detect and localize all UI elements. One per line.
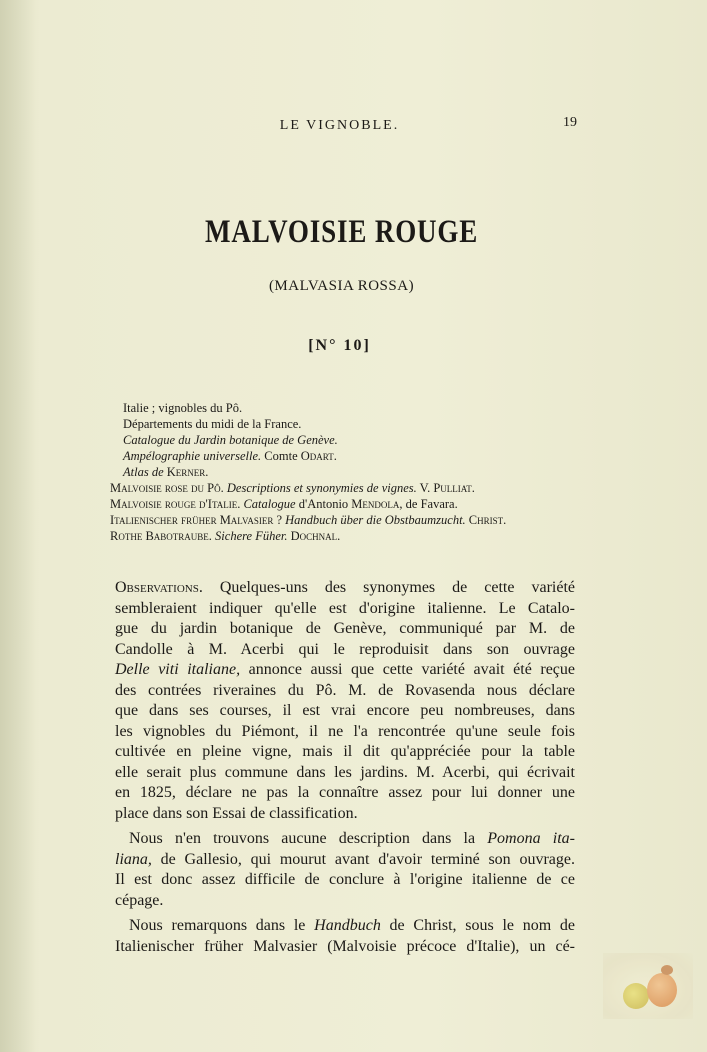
line-text: Quelques-uns des synonymes de cette variété [202, 579, 575, 596]
cited-work: liana, [115, 850, 152, 868]
synonym-author: Pulliat. [433, 481, 475, 495]
synonym-work: Descriptions et synonymies de vignes. [223, 481, 417, 495]
synonym-name: Malvoisie rose du Pô. [110, 481, 224, 495]
paragraph-line: Candolle à M. Acerbi qui le reproduisit dans son ouvrage [115, 640, 575, 658]
paragraph-line: sembleraient indiquer qu'elle est d'origine italienne. Le Catalo- [115, 599, 575, 617]
synonym-name: Rothe Babotraube. [110, 529, 212, 543]
paragraph-line: gue du jardin botanique de Genève, communiqué par M. de [115, 620, 575, 637]
synonym-line [123, 448, 337, 465]
synonym-author: Dochnal. [290, 529, 341, 543]
synonym-name: Malvoisie rouge d'Italie. [110, 497, 241, 511]
synonym-text: d'Antonio [295, 497, 352, 511]
observations-section [115, 578, 575, 957]
synonym-work: Handbuch über die Obstbaumzucht. [282, 513, 466, 527]
page-gutter-shadow [0, 0, 36, 1052]
synonym-line: Départements du midi de la France. [123, 417, 302, 431]
synonym-line [110, 496, 458, 513]
cited-work: Handbuch [314, 917, 381, 934]
paragraph-line [115, 660, 575, 681]
observations-heading: Observations. [115, 579, 203, 596]
line-text: Nous n'en trouvons aucune description dans la [129, 830, 488, 847]
synonym-text: V. [416, 481, 434, 495]
paragraph-line: cépage. [115, 891, 164, 909]
line-text: annonce aussi que cette variété avait été reçue [240, 661, 576, 678]
paragraph-line: Il est donc assez difficile de conclure à l'origine italienne de ce [115, 871, 575, 888]
line-text: de Gallesio, qui mourut avant d'avoir terminé son ouvrage. [151, 850, 575, 868]
variety-subtitle: (MALVASIA ROSSA) [268, 278, 415, 294]
paragraph-line [115, 829, 575, 850]
variety-title: MALVOISIE ROUGE [205, 214, 479, 250]
synonym-author: Mendola [351, 497, 400, 511]
paragraph-line: des contrées riveraines du Pô. M. de Rovasenda nous déclare [115, 681, 575, 699]
synonym-line: Catalogue du Jardin botanique de Genève. [123, 433, 338, 447]
synonym-author: Christ. [468, 513, 507, 527]
paragraph-line: place dans son Essai de classification. [115, 804, 358, 822]
synonym-work: Ampélographie universelle. [123, 449, 262, 463]
synonym-text: Comte [261, 449, 301, 463]
paragraph-line: Italienischer früher Malvasier (Malvoisie précoce d'Italie), un cé- [115, 937, 575, 955]
synonym-line [110, 480, 475, 497]
synonym-line [110, 528, 340, 545]
synonym-work: Sichere Füher. [211, 529, 288, 543]
synonym-line [123, 464, 208, 481]
synonym-line [110, 512, 506, 529]
synonym-line: Italie ; vignobles du Pô. [123, 401, 243, 415]
cited-work: Pomona ita- [487, 830, 576, 847]
cited-work: Delle viti italiane, [115, 661, 241, 678]
synonym-text: , de Favara. [399, 497, 458, 511]
synonym-name: Italienischer früher Malvasier ? [110, 513, 282, 527]
library-stamp-image [603, 953, 693, 1019]
synonym-work: Atlas de [123, 465, 167, 479]
paragraph-line: les vignobles du Piémont, il ne l'a rencontrée qu'une seule fois [115, 722, 575, 740]
line-text: Nous remarquons dans le [129, 917, 315, 934]
synonym-work: Catalogue [240, 497, 296, 511]
paragraph-line: en 1825, déclare ne pas la connaître assez pour lui donner une [115, 784, 575, 801]
running-head: LE VIGNOBLE. [279, 118, 400, 133]
synonym-author: Kerner. [166, 465, 209, 479]
paragraph-line: que dans ses courses, il est vrai encore peu nombreuses, dans [115, 702, 575, 719]
variety-number: [N° 10] [308, 337, 371, 354]
line-text: de Christ, sous le nom de [380, 917, 576, 934]
synonym-author: Odart. [300, 449, 337, 463]
paragraph-line: elle serait plus commune dans les jardins. M. Acerbi, qui écrivait [115, 763, 575, 781]
paragraph-line [115, 916, 575, 937]
paragraph-line: cultivée en pleine vigne, mais il dit qu'appréciée pour la table [115, 743, 575, 760]
paragraph-line [115, 850, 575, 871]
paragraph-line [115, 578, 575, 599]
page-number: 19 [563, 115, 577, 130]
